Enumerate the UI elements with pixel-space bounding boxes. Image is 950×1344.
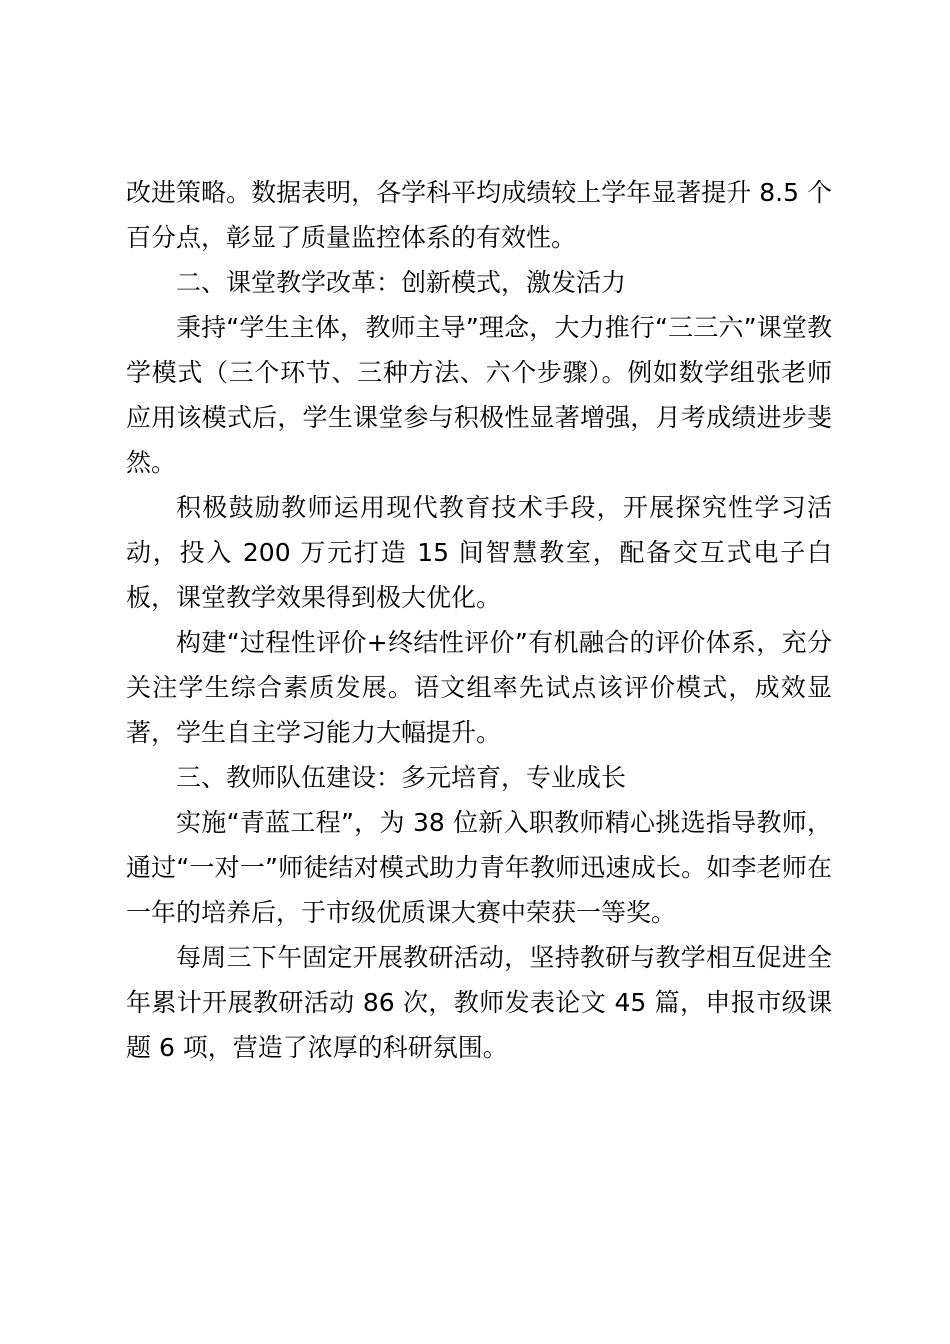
document-body: [126, 170, 832, 1070]
section-heading-classroom-reform: 二、课堂教学改革：创新模式，激发活力: [176, 268, 627, 297]
paragraph-teaching-research: 每周三下午固定开展教研活动，坚持教研与教学相互促进全年累计开展教研活动 86 次，教师发表论文 45 篇，申报市级课题 6 项，营造了浓厚的科研氛围。: [126, 943, 832, 1062]
paragraph-mentorship-project: 实施“青蓝工程”，为 38 位新入职教师精心挑选指导教师，通过“一对一”师徒结对模式助力青年教师迅速成长。如李老师在一年的培养后，于市级优质课大赛中荣获一等奖。: [126, 808, 832, 927]
section-heading-teacher-team: 三、教师队伍建设：多元培育，专业成长: [176, 763, 627, 792]
paragraph-evaluation-system: 构建“过程性评价+终结性评价”有机融合的评价体系，充分关注学生综合素质发展。语文组率先试点该评价模式，成效显著，学生自主学习能力大幅提升。: [126, 628, 832, 747]
paragraph-continuation: 改进策略。数据表明，各学科平均成绩较上学年显著提升 8.5 个百分点，彰显了质量监控体系的有效性。: [126, 178, 832, 252]
paragraph-teaching-model: 秉持“学生主体，教师主导”理念，大力推行“三三六”课堂教学模式（三个环节、三种方法、六个步骤）。例如数学组张老师应用该模式后，学生课堂参与积极性显著增强，月考成绩进步斐然。: [126, 313, 832, 477]
paragraph-smart-classroom: 积极鼓励教师运用现代教育技术手段，开展探究性学习活动，投入 200 万元打造 15 间智慧教室，配备交互式电子白板，课堂教学效果得到极大优化。: [126, 493, 832, 612]
